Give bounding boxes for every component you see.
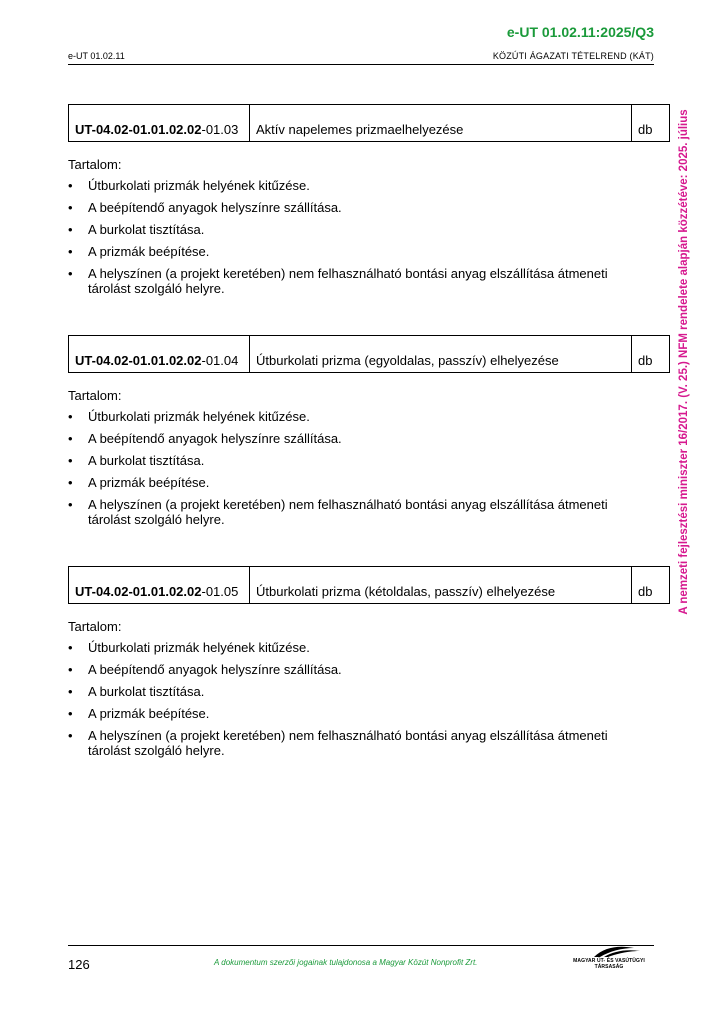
item-unit: db xyxy=(632,567,670,604)
bullet-icon: • xyxy=(68,684,73,699)
content-label: Tartalom: xyxy=(68,388,122,403)
bullet-icon: • xyxy=(68,178,73,193)
item-title: Aktív napelemes prizmaelhelyezése xyxy=(250,105,632,142)
list-item: • A prizmák beépítése. xyxy=(68,244,210,259)
bullet-icon: • xyxy=(68,662,73,677)
list-item: • A burkolat tisztítása. xyxy=(68,453,205,468)
item-code: UT-04.02-01.01.02.02-01.05 xyxy=(69,567,250,604)
list-item: • A helyszínen (a projekt keretében) nem felhasználható bontási anyag elszállítása átmeneti tárolást szolgáló helyre. xyxy=(68,728,608,758)
bullet-icon: • xyxy=(68,266,73,281)
bullet-icon: • xyxy=(68,475,73,490)
side-note-text: A nemzeti fejlesztési miniszter 16/2017. (V. 25.) NFM rendelete alapján közzétéve: 2025. július xyxy=(678,109,690,615)
bullet-icon: • xyxy=(68,453,73,468)
publisher-logo xyxy=(564,945,654,969)
bullet-icon: • xyxy=(68,706,73,721)
content-list xyxy=(68,178,670,296)
item-code: UT-04.02-01.01.02.02-01.03 xyxy=(69,105,250,142)
item-table xyxy=(68,335,670,373)
list-item: • Útburkolati prizmák helyének kitűzése. xyxy=(68,409,310,424)
item-section xyxy=(68,335,670,534)
copyright-notice: A dokumentum szerzői jogainak tulajdonosa a Magyar Közút Nonprofit Zrt. xyxy=(214,958,478,967)
side-note xyxy=(676,96,692,628)
bullet-icon: • xyxy=(68,244,73,259)
page-number: 126 xyxy=(68,957,90,972)
running-header xyxy=(68,51,654,65)
item-unit: db xyxy=(632,105,670,142)
list-item: • A helyszínen (a projekt keretében) nem felhasználható bontási anyag elszállítása átmeneti tárolást szolgáló helyre. xyxy=(68,497,608,527)
list-item: • A helyszínen (a projekt keretében) nem felhasználható bontási anyag elszállítása átmeneti tárolást szolgáló helyre. xyxy=(68,266,608,296)
content-label: Tartalom: xyxy=(68,157,122,172)
content-list xyxy=(68,640,670,758)
item-code: UT-04.02-01.01.02.02-01.04 xyxy=(69,336,250,373)
item-section xyxy=(68,104,670,303)
list-item: • Útburkolati prizmák helyének kitűzése. xyxy=(68,178,310,193)
list-item: • A prizmák beépítése. xyxy=(68,706,210,721)
list-item: • A burkolat tisztítása. xyxy=(68,684,205,699)
list-item: • Útburkolati prizmák helyének kitűzése. xyxy=(68,640,310,655)
item-table xyxy=(68,566,670,604)
list-item: • A beépítendő anyagok helyszínre szállítása. xyxy=(68,200,342,215)
bullet-icon: • xyxy=(68,409,73,424)
logo-text: MAGYAR ÚT- ÉS VASÚTÜGYI TÁRSASÁG xyxy=(573,958,645,970)
list-item: • A burkolat tisztítása. xyxy=(68,222,205,237)
list-item: • A beépítendő anyagok helyszínre szállítása. xyxy=(68,662,342,677)
document-code: e-UT 01.02.11:2025/Q3 xyxy=(506,24,654,40)
bullet-icon: • xyxy=(68,200,73,215)
logo-swoosh-icon xyxy=(564,945,654,959)
header-right-text: KÖZÚTI ÁGAZATI TÉTELREND (KÁT) xyxy=(492,51,654,61)
list-item: • A beépítendő anyagok helyszínre szállítása. xyxy=(68,431,342,446)
bullet-icon: • xyxy=(68,497,73,512)
bullet-icon: • xyxy=(68,431,73,446)
header-left-text: e-UT 01.02.11 xyxy=(68,51,125,61)
bullet-icon: • xyxy=(68,640,73,655)
content-label: Tartalom: xyxy=(68,619,122,634)
list-item: • A prizmák beépítése. xyxy=(68,475,210,490)
item-table xyxy=(68,104,670,142)
item-unit: db xyxy=(632,336,670,373)
item-section xyxy=(68,566,670,765)
item-title: Útburkolati prizma (egyoldalas, passzív) elhelyezése xyxy=(250,336,632,373)
bullet-icon: • xyxy=(68,222,73,237)
content-list xyxy=(68,409,670,527)
bullet-icon: • xyxy=(68,728,73,743)
item-title: Útburkolati prizma (kétoldalas, passzív) elhelyezése xyxy=(250,567,632,604)
